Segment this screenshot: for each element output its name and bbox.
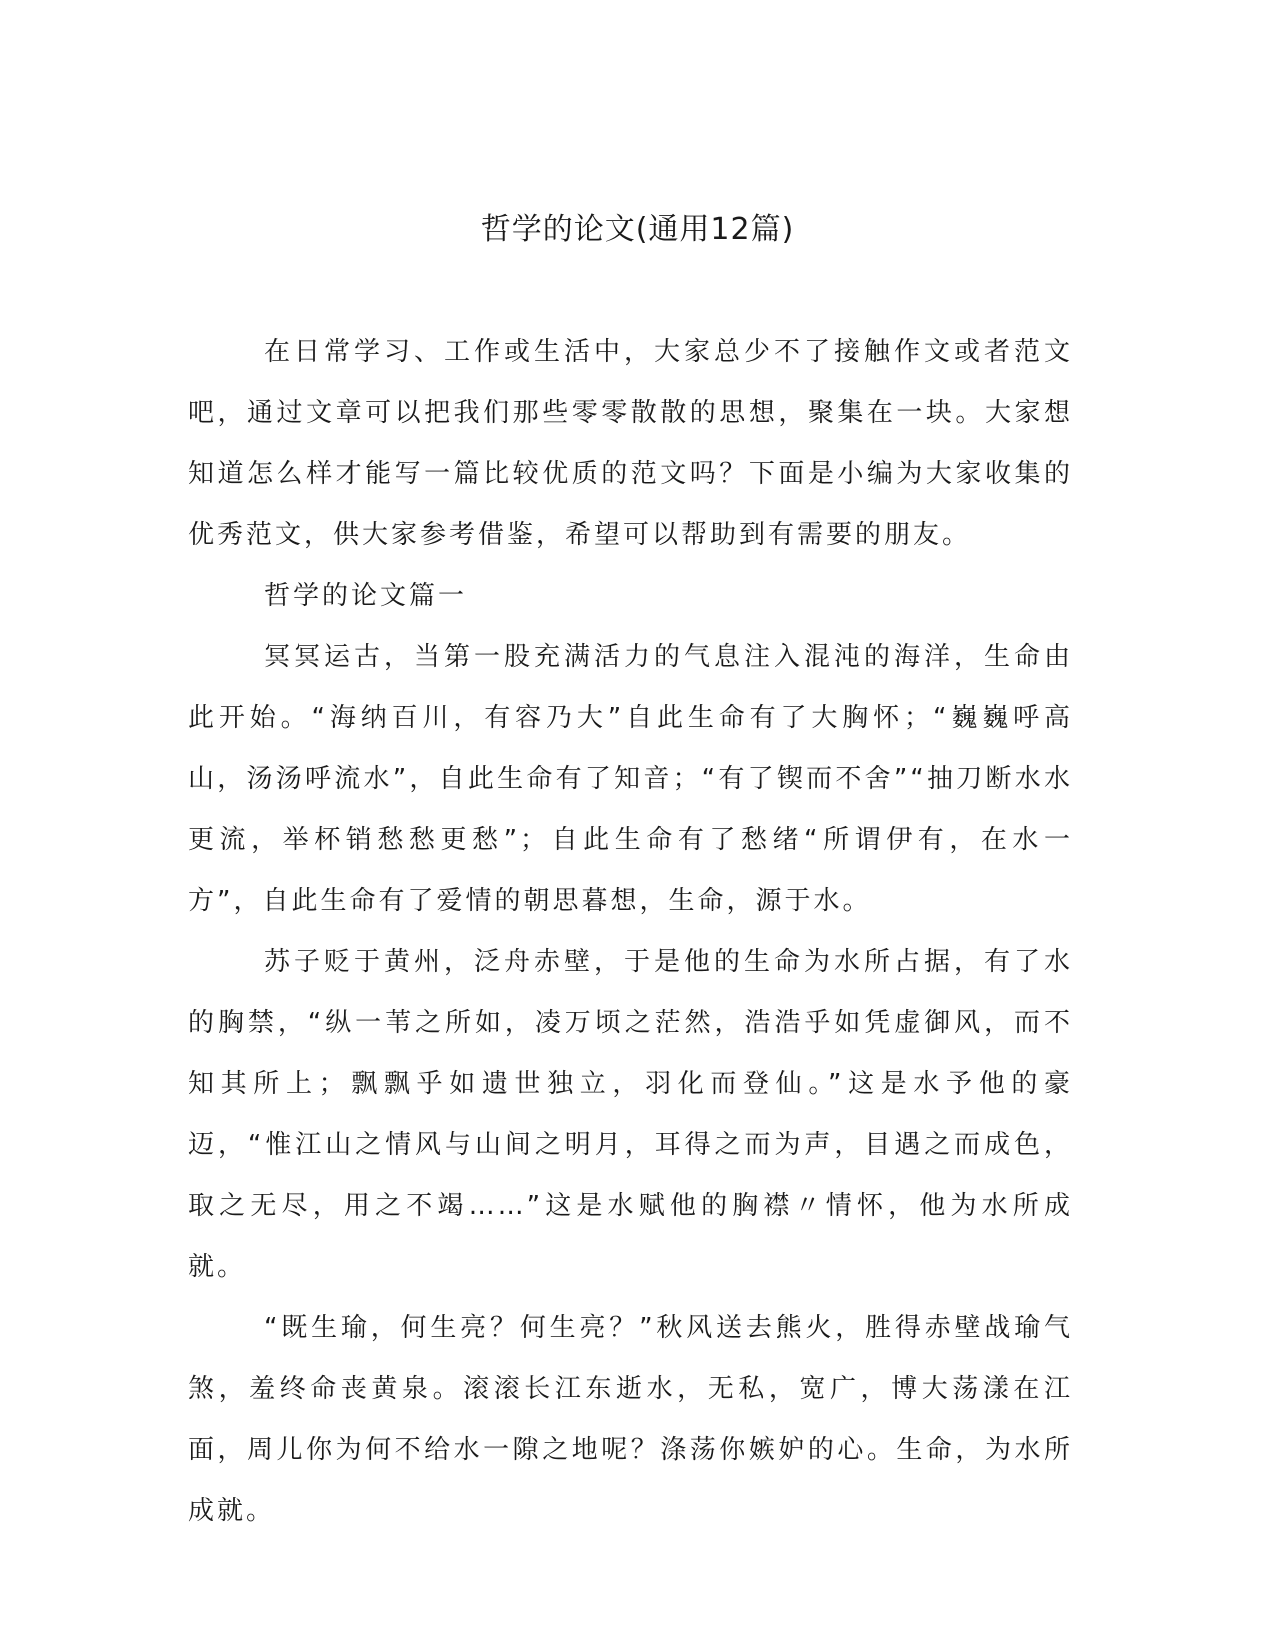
body-paragraph: “既生瑜，何生亮？何生亮？”秋风送去熊火，胜得赤壁战瑜气煞，羞终命丧黄泉。滚滚长江东逝水，无私，宽广，博大荡漾在江面，周儿你为何不给水一隙之地呢？涤荡你嫉妒的心。生命，为水所成就。: [188, 1313, 1073, 1526]
document-title: 哲学的论文(通用12篇): [480, 212, 795, 247]
body-paragraph: 苏子贬于黄州，泛舟赤壁，于是他的生命为水所占据，有了水的胸禁，“纵一苇之所如，凌万顷之茫然，浩浩乎如凭虚御风，而不知其所上；飘飘乎如遗世独立，羽化而登仙。”这是水予他的豪迈，“惟江山之情风与山间之明月，耳得之而为声，目遇之而成色，取之无尽，用之不竭……”这是水赋他的胸襟〃情怀，他为水所成就。: [188, 947, 1073, 1282]
intro-paragraph: 在日常学习、工作或生活中，大家总少不了接触作文或者范文吧，通过文章可以把我们那些零零散散的思想，聚集在一块。大家想知道怎么样才能写一篇比较优质的范文吗？下面是小编为大家收集的优秀范文，供大家参考借鉴，希望可以帮助到有需要的朋友。: [188, 337, 1073, 550]
section-heading: 哲学的论文篇一: [264, 581, 468, 611]
document-body: [188, 322, 1073, 1542]
body-paragraph: 冥冥运古，当第一股充满活力的气息注入混沌的海洋，生命由此开始。“海纳百川，有容乃大”自此生命有了大胸怀；“巍巍呼高山，汤汤呼流水”，自此生命有了知音；“有了锲而不舍”“抽刀断水水更流，举杯销愁愁更愁”；自此生命有了愁绪“所谓伊有，在水一方”，自此生命有了爱情的朝思暮想，生命，源于水。: [188, 642, 1073, 916]
